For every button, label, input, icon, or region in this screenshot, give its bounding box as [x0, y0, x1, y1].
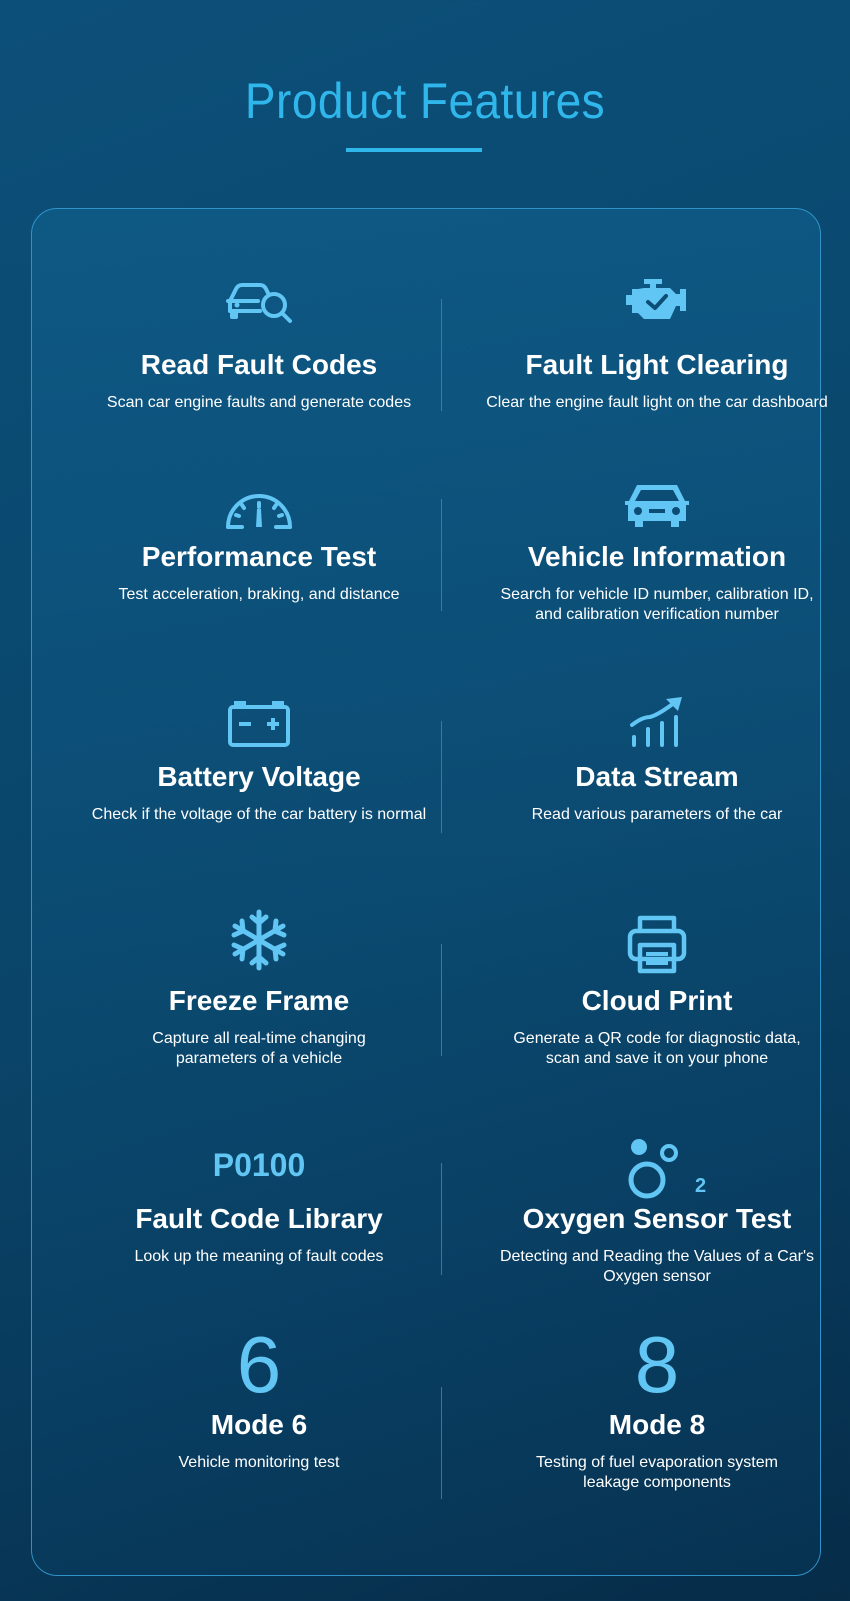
battery-icon — [59, 699, 459, 747]
feature-title: Freeze Frame — [168, 985, 350, 1016]
oxygen-subscript: 2 — [695, 1175, 707, 1197]
feature-title: Mode 6 — [210, 1409, 308, 1440]
feature-description: Check if the voltage of the car battery is normal — [91, 806, 427, 823]
title-underline — [346, 148, 482, 152]
feature-description: Look up the meaning of fault codes — [134, 1248, 384, 1265]
feature-title: Mode 8 — [608, 1409, 706, 1440]
mode-8-icon-text: 8 — [634, 1320, 680, 1409]
chart-growth-icon — [457, 695, 850, 747]
feature-description-line2: parameters of a vehicle — [175, 1050, 343, 1067]
feature-description: Vehicle monitoring test — [178, 1454, 340, 1471]
feature-title: Vehicle Information — [527, 541, 787, 572]
oxygen-o2-icon — [457, 1137, 850, 1201]
feature-description-line2: scan and save it on your phone — [545, 1050, 769, 1067]
feature-description: Search for vehicle ID number, calibration ID, — [500, 586, 814, 603]
feature-description: Scan car engine faults and generate codes — [106, 394, 412, 411]
feature-description: Capture all real-time changing — [152, 1030, 366, 1047]
feature-title: Oxygen Sensor Test — [522, 1203, 792, 1234]
speedometer-icon — [59, 481, 459, 529]
mode-6-icon-text: 6 — [236, 1320, 282, 1409]
feature-title: Fault Code Library — [135, 1203, 383, 1234]
feature-title: Performance Test — [141, 541, 377, 572]
feature-description: Generate a QR code for diagnostic data, — [513, 1030, 801, 1047]
snowflake-icon — [59, 909, 459, 971]
fault-code-icon-text: P0100 — [212, 1147, 306, 1183]
printer-icon — [457, 913, 850, 975]
page-title: Product Features — [244, 73, 606, 129]
feature-description-line2: leakage components — [583, 1474, 731, 1491]
feature-title: Fault Light Clearing — [525, 349, 789, 380]
feature-description: Clear the engine fault light on the car dashboard — [486, 394, 828, 411]
feature-title: Data Stream — [575, 761, 739, 792]
feature-description-line2: and calibration verification number — [535, 606, 779, 623]
feature-description: Testing of fuel evaporation system — [536, 1454, 778, 1471]
features-panel — [31, 208, 828, 1576]
feature-title: Read Fault Codes — [140, 349, 378, 380]
engine-check-icon — [457, 275, 850, 323]
car-search-icon — [59, 277, 459, 325]
feature-title: Cloud Print — [581, 985, 733, 1016]
feature-description-line2: Oxygen sensor — [603, 1268, 711, 1285]
feature-title: Battery Voltage — [157, 761, 361, 792]
feature-description: Read various parameters of the car — [531, 806, 783, 823]
car-front-icon — [457, 481, 850, 529]
feature-description: Test acceleration, braking, and distance — [118, 586, 400, 603]
feature-description: Detecting and Reading the Values of a Car's — [499, 1248, 815, 1265]
